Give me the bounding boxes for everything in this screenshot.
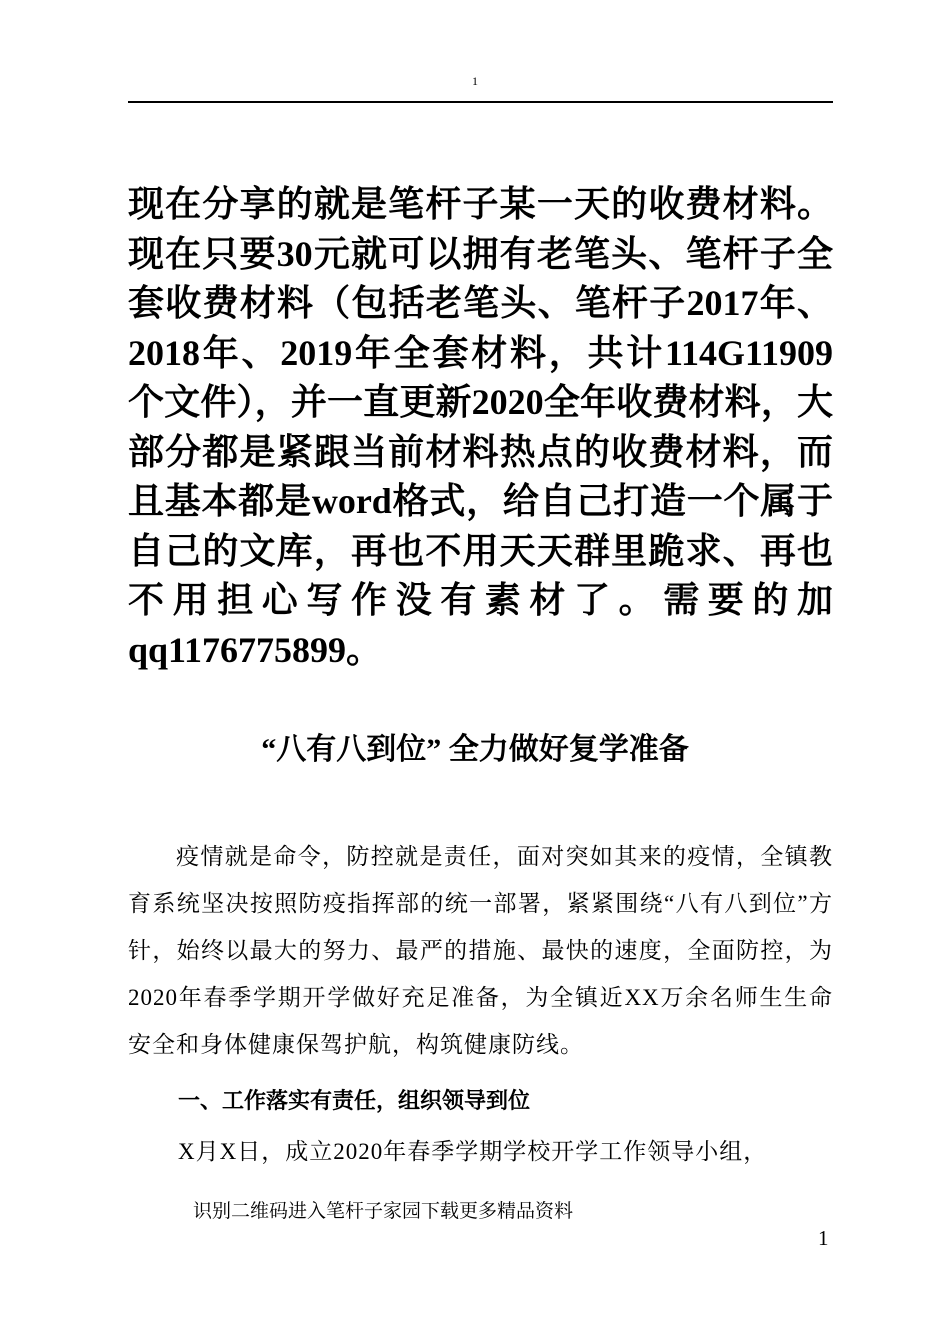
body-paragraph-1: 疫情就是命令，防控就是责任，面对突如其来的疫情，全镇教育系统坚决按照防疫指挥部的统一部署，紧紧围绕“八有八到位”方针，始终以最大的努力、最严的措施、最快的速度，全面防控，为2020年春季学期开学做好充足准备，为全镇近XX万余名师生生命安全和身体健康保驾护航，构筑健康防线。	[128, 844, 833, 1057]
body-paragraph-2: X月X日，成立2020年春季学期学校开学工作领导小组，	[178, 1139, 768, 1164]
footer-page-number: 1	[818, 1226, 829, 1250]
header-divider	[128, 101, 833, 103]
header-page-number: 1	[472, 74, 478, 88]
promo-paragraph: 现在分享的就是笔杆子某一天的收费材料。现在只要30元就可以拥有老笔头、笔杆子全套收费材料（包括老笔头、笔杆子2017年、2018年、2019年全套材料，共计114G11909个文件），并一直更新2020全年收费材料，大部分都是紧跟当前材料热点的收费材料，而且基本都是word格式，给自己打造一个属于自己的文库，再也不用天天群里跪求、再也不用担心写作没有素材了。需要的加qq1176775899。	[128, 184, 833, 670]
footer-qr-note: 识别二维码进入笔杆子家园下载更多精品资料	[193, 1200, 574, 1222]
section-heading-1: 一、工作落实有责任，组织领导到位	[178, 1089, 531, 1114]
document-title: “八有八到位” 全力做好复学准备	[261, 733, 689, 766]
